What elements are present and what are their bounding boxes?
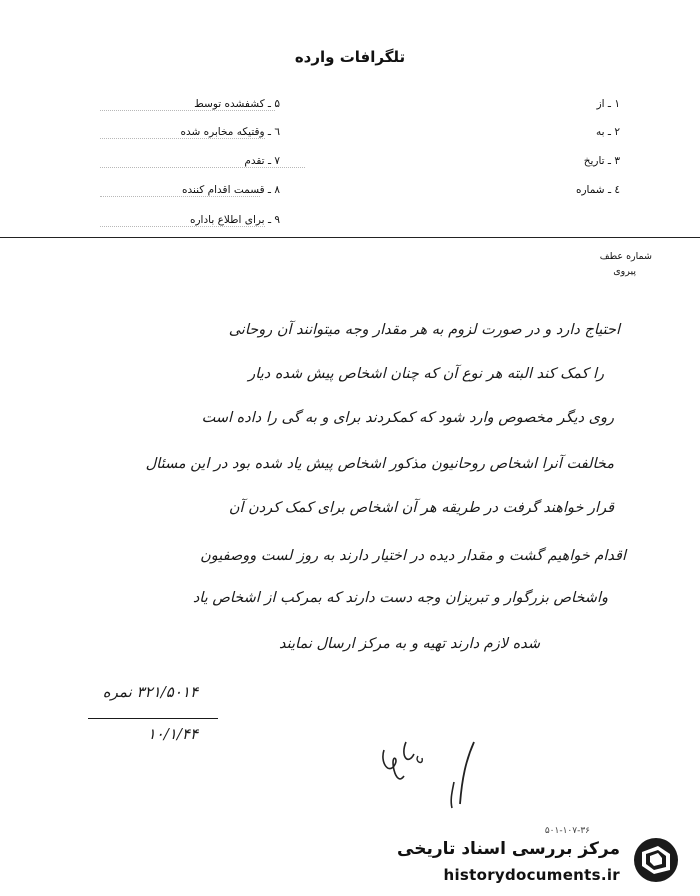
document-code: ۵۰۱-۱۰۷-۳۶	[544, 826, 590, 836]
body-line: واشخاص بزرگوار و تبریزان وجه دست دارند که بمرکب از اشخاص یاد	[192, 590, 608, 606]
reference-numerator: ۳۲۱/۵۰۱۴ نمره	[102, 683, 198, 701]
logo-icon	[630, 836, 682, 884]
body-line: شده لازم دارند تهیه و به مرکز ارسال نمایند	[279, 636, 540, 652]
body-line: روی ديگر مخصوص وارد شود که کمکردند برای و به گی را داده است	[201, 410, 614, 426]
field-priority-dots	[100, 167, 305, 168]
watermark	[390, 826, 690, 888]
header-divider	[0, 237, 700, 238]
field-info-dept-dots	[100, 226, 265, 227]
field-action-dept-dots	[100, 196, 260, 197]
reference-number-label: شماره عطف	[599, 251, 652, 262]
field-to-label: ۲ ـ به	[596, 126, 620, 138]
body-line: احتیاج دارد و در صورت لزوم به هر مقدار وجه میتوانند آن روحانی	[228, 322, 620, 338]
field-date-label: ۳ ـ تاریخ	[583, 155, 620, 167]
field-priority-label: ۷ ـ تقدم	[244, 155, 280, 167]
body-line: را کمک کند البته هر نوع آن که چنان اشخاص پیش شده دیار	[248, 366, 604, 382]
field-info-dept-label: ۹ ـ برای اطلاع باداره	[189, 214, 280, 226]
follow-up-label: پیروی	[613, 266, 636, 277]
fraction-bar	[88, 718, 218, 719]
body-line: قرار خواهند گرفت در طریقه هر آن اشخاص برای کمک کردن آن	[228, 500, 614, 516]
field-transmitted-label: ٦ ـ وقتیکه مخابره شده	[180, 126, 280, 138]
body-line: اقدام خواهیم گشت و مقدار دیده در اختیار دارند به روز لست ووصفیون	[200, 548, 626, 564]
field-from-label: ۱ ـ از	[596, 98, 620, 110]
page-title: تلگرافات وارده	[294, 48, 406, 66]
site-url: historydocuments.ir	[443, 866, 620, 884]
field-decoded-by-label: ۵ ـ کشفشده توسط	[194, 98, 280, 110]
field-decoded-by-dots	[100, 110, 275, 111]
reference-denominator: ۱۰/۱/۴۴	[147, 725, 198, 743]
field-number-label: ٤ ـ شماره	[575, 184, 620, 196]
body-line: مخالفت آنرا اشخاص روحانیون مذکور اشخاص پیش یاد شده بود در این مسئال	[145, 456, 614, 472]
field-transmitted-dots	[100, 138, 265, 139]
org-name: مرکز بررسی اسناد تاریخی	[397, 839, 620, 859]
signature-scrawl	[370, 722, 510, 812]
field-action-dept-label: ۸ ـ قسمت اقدام کننده	[181, 184, 280, 196]
